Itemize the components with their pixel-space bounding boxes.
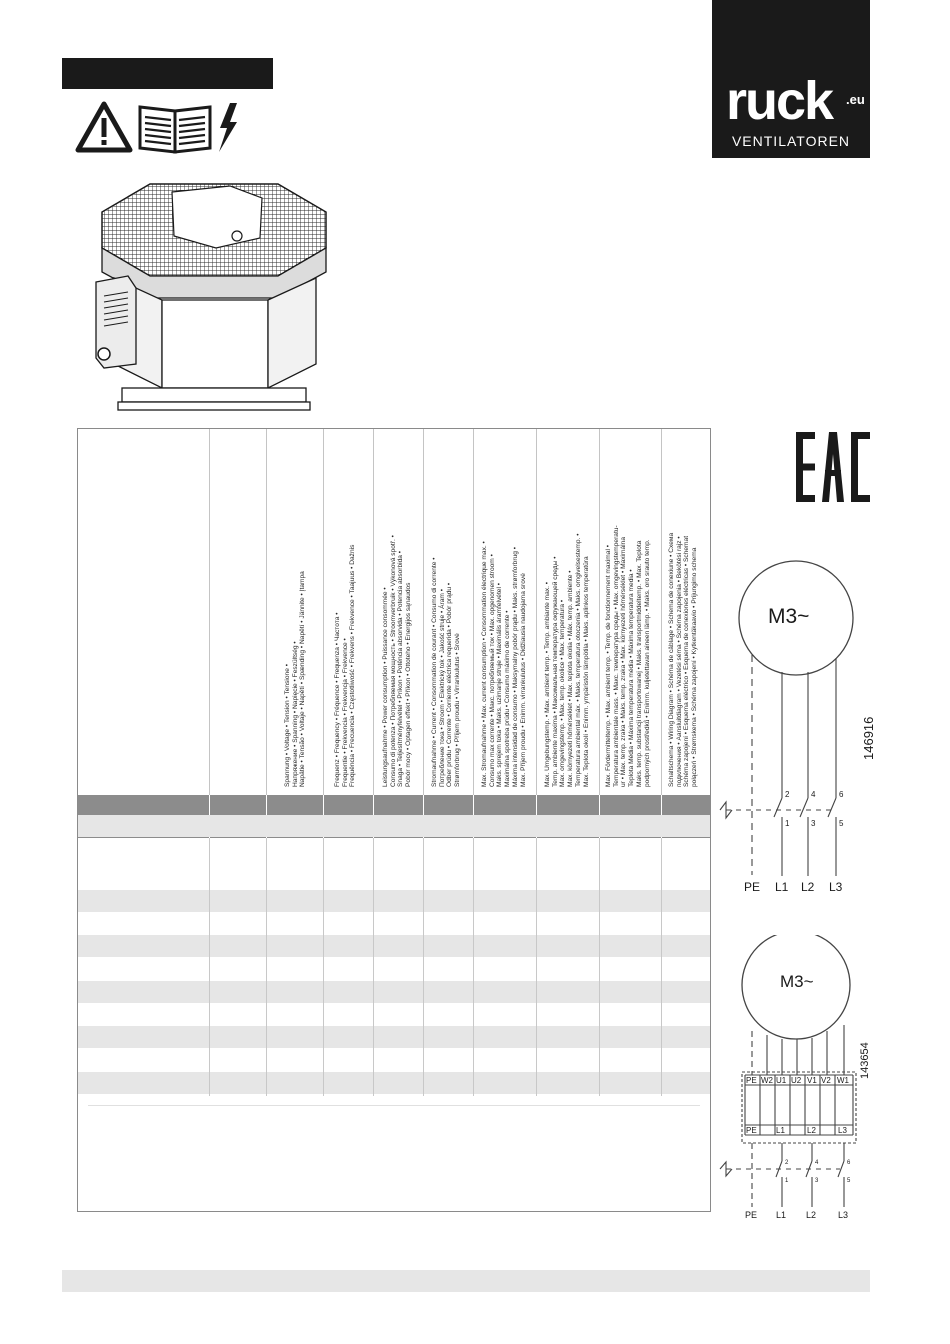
- block-label-u2: U2: [791, 1076, 802, 1085]
- row-divider: [373, 838, 374, 1096]
- line-label-l2: L2: [801, 880, 815, 894]
- line-label-l3: L3: [838, 1210, 849, 1220]
- line-label-l1: L1: [775, 880, 789, 894]
- terminal-1: 1: [785, 819, 790, 828]
- line-label-l2: L2: [806, 1210, 817, 1220]
- block-label-w1: W1: [837, 1076, 849, 1085]
- terminal-2: 2: [785, 1160, 789, 1166]
- terminal-5: 5: [847, 1178, 851, 1184]
- column-divider: [423, 429, 424, 795]
- terminal-4: 4: [815, 1160, 819, 1166]
- logo-tld: .eu: [846, 92, 865, 107]
- row-divider: [599, 838, 600, 1096]
- column-divider: [373, 429, 374, 795]
- read-manual-icon: [140, 107, 210, 152]
- table-row: [78, 1026, 710, 1048]
- header-frequency: Frequenz • Frequency • Fréquence • Frequenza • Частота • Frequentie • Frekvencia • Frekvencja • Frekvence • Frequência • Frecuencia • Częstotliwość • Frekvens • Frekvence • Taajuus • Dažnis: [334, 544, 357, 787]
- row-divider: [209, 838, 210, 1096]
- table-row: [78, 981, 710, 1003]
- terminal-3: 3: [815, 1178, 819, 1184]
- header-power-consumption: Leistungsaufnahme • Power consumption • Puissance consommée • Consumo di potenza • Потребляемая мощность • Stroomverbruik • Výkonová spotř. • Snaga • Teljesítményfelvétel • Príkon • Potência absorvida • Potencia absorbida • Pobór mocy • Optagen effekt • Příkon • Ottoteho • Energijos sąnaudos: [382, 535, 413, 787]
- block-label-pe-bottom: PE: [746, 1126, 757, 1135]
- line-label-pe: PE: [745, 1210, 758, 1220]
- table-row: [78, 890, 710, 912]
- terminal-5: 5: [839, 819, 844, 828]
- row-divider: [323, 838, 324, 1096]
- header-max-ambient-temp: Max. Umgebungstemp. • Max. ambient temp. • Temp. ambiante max. • Temp. ambiente maxima • Максимальная температура окружающей среды • Max. omgevingstemp. • Max. temp. okolice • Max. temperatura • Max. környezeti hőmérséklet • Max. teplota okolia • Máx. temp. ambiente • Temperatura ambiental máx. • Maks. temperatura otoczenia • Maks. omgivelsestemp. • Max. Teplota okolí • Enimm. ympäristön lämpötila • Maks. aplinkos temperatūra: [544, 533, 590, 787]
- column-divider: [536, 429, 537, 795]
- wiring-diagram-1: [712, 540, 892, 900]
- line-label-pe: PE: [744, 880, 761, 894]
- terminal-4: 4: [811, 790, 816, 799]
- header-max-current: Max. Stromaufnahme • Max. current consumption • Consommation électrique max. • Consumo max corrente • Макс. потребляемый ток • Max. opgenomen stroom • Maks. sprejem toka • Maks. uzimanje struje • Maximális áramfelvétel • Maximálna spotreba prúdu • Consumo máximo de corrente • Máxima intensidad de consumo • Maksymalny pobór prądu • Maks. strømforbrug • Max. Příjem proudu • Enimm. virrankulutus • Didžiausia naudojama srovė: [481, 541, 527, 787]
- logo-word: ruck: [726, 71, 833, 131]
- terminal-6: 6: [839, 790, 844, 799]
- column-divider: [209, 429, 210, 795]
- terminal-2: 2: [785, 790, 790, 799]
- header-voltage: Spannung • Voltage • Tension • Tensione • Напряжение • Spanning • Napięcie • Feszültség • Napätie • Tensão • Voltaje • Napětí • Spænding • Napětí • Jännite • Įtampa: [284, 571, 307, 787]
- header-wiring-diagram: Schaltschema • Wiring Diagram • Schéma de câblage • Schema de conexiune • Схема подключения • Aansluitdiagram • Vezetési séma • Schéma zapojenia • Bekötési rajz • Schéma zapojení • Esquema eléctrico • Esquema de conexiones eléctricas • Schemat połączeń • Strømskema • Schéma zapojení • Kytkentäkaavio • Prijungimo schema: [668, 532, 699, 787]
- row-divider: [266, 838, 267, 1096]
- warning-triangle-icon: [78, 104, 130, 150]
- product-image: [92, 178, 348, 426]
- column-divider: [473, 429, 474, 795]
- table-row: [78, 1072, 710, 1094]
- line-label-l1: L1: [776, 1210, 787, 1220]
- block-label-v1: V1: [807, 1076, 817, 1085]
- terminal-1: 1: [785, 1178, 789, 1184]
- table-row: [78, 935, 710, 957]
- line-label-l3: L3: [829, 880, 843, 894]
- row-divider: [536, 838, 537, 1096]
- column-divider: [661, 429, 662, 795]
- column-divider: [323, 429, 324, 795]
- block-label-v2: V2: [821, 1076, 831, 1085]
- table-row: [78, 815, 710, 837]
- electric-hazard-icon: [219, 103, 237, 152]
- column-divider: [599, 429, 600, 795]
- diagram-number: 146916: [861, 716, 876, 760]
- header-max-medium-temp: Max. Fördermitteltemp. • Max. ambient temp. • Temp. de fonctionnement maximal • Temperatura ambientale mass. • Макс. температура среды • Max. omgevingstemperatu- ur • Max. temp. zraka • Maks. temp. zraka • Max. környezeti hőmérséklet • Maximálna Teplota Média • Máxima temperatura média • Máxima temperatura media • Maks. temp. substancji transportowanej • Maks. transportmiddeltemp. • Max. Teplota podporných prostředků • Enimm. kuljetettavan aineen lämp. • Maks. oro srauto temp.: [605, 525, 651, 787]
- terminal-6: 6: [847, 1160, 851, 1166]
- technical-data-table: [77, 428, 711, 1212]
- ruck-logo: [712, 0, 870, 158]
- motor-label: M3~: [768, 605, 810, 628]
- title-bar: [62, 58, 273, 89]
- block-label-l3: L3: [838, 1126, 847, 1135]
- eac-certification-mark: [796, 430, 870, 504]
- row-divider: [473, 838, 474, 1096]
- column-divider: [266, 429, 267, 795]
- row-divider: [423, 838, 424, 1096]
- row-divider: [661, 838, 662, 1096]
- block-label-w2: W2: [761, 1076, 773, 1085]
- block-label-l1: L1: [776, 1126, 785, 1135]
- diagram-number: 143654: [859, 1042, 871, 1079]
- header-current: Stromaufnahme • Current • Consommation de courant • Consumo di corrente • Потребление тока • Stroom • Elektrický tok • Jakość struje • Áram • Odber prúdu • Corrente • Corriente eléctrica requerida • Pobór prądu • Strømforbrug • Příjem proudu • Virrankulutus • Srovė: [431, 557, 462, 787]
- terminal-3: 3: [811, 819, 816, 828]
- block-label-u1: U1: [776, 1076, 787, 1085]
- safety-icons: [74, 100, 244, 156]
- motor-label: M3~: [780, 972, 814, 991]
- footer-bar: [62, 1270, 870, 1292]
- notes-area-top: [88, 1105, 700, 1106]
- block-label-pe: PE: [746, 1076, 757, 1085]
- wiring-diagram-2: [712, 935, 892, 1225]
- block-label-l2: L2: [807, 1126, 816, 1135]
- logo-subtitle: VENTILATOREN: [731, 133, 851, 149]
